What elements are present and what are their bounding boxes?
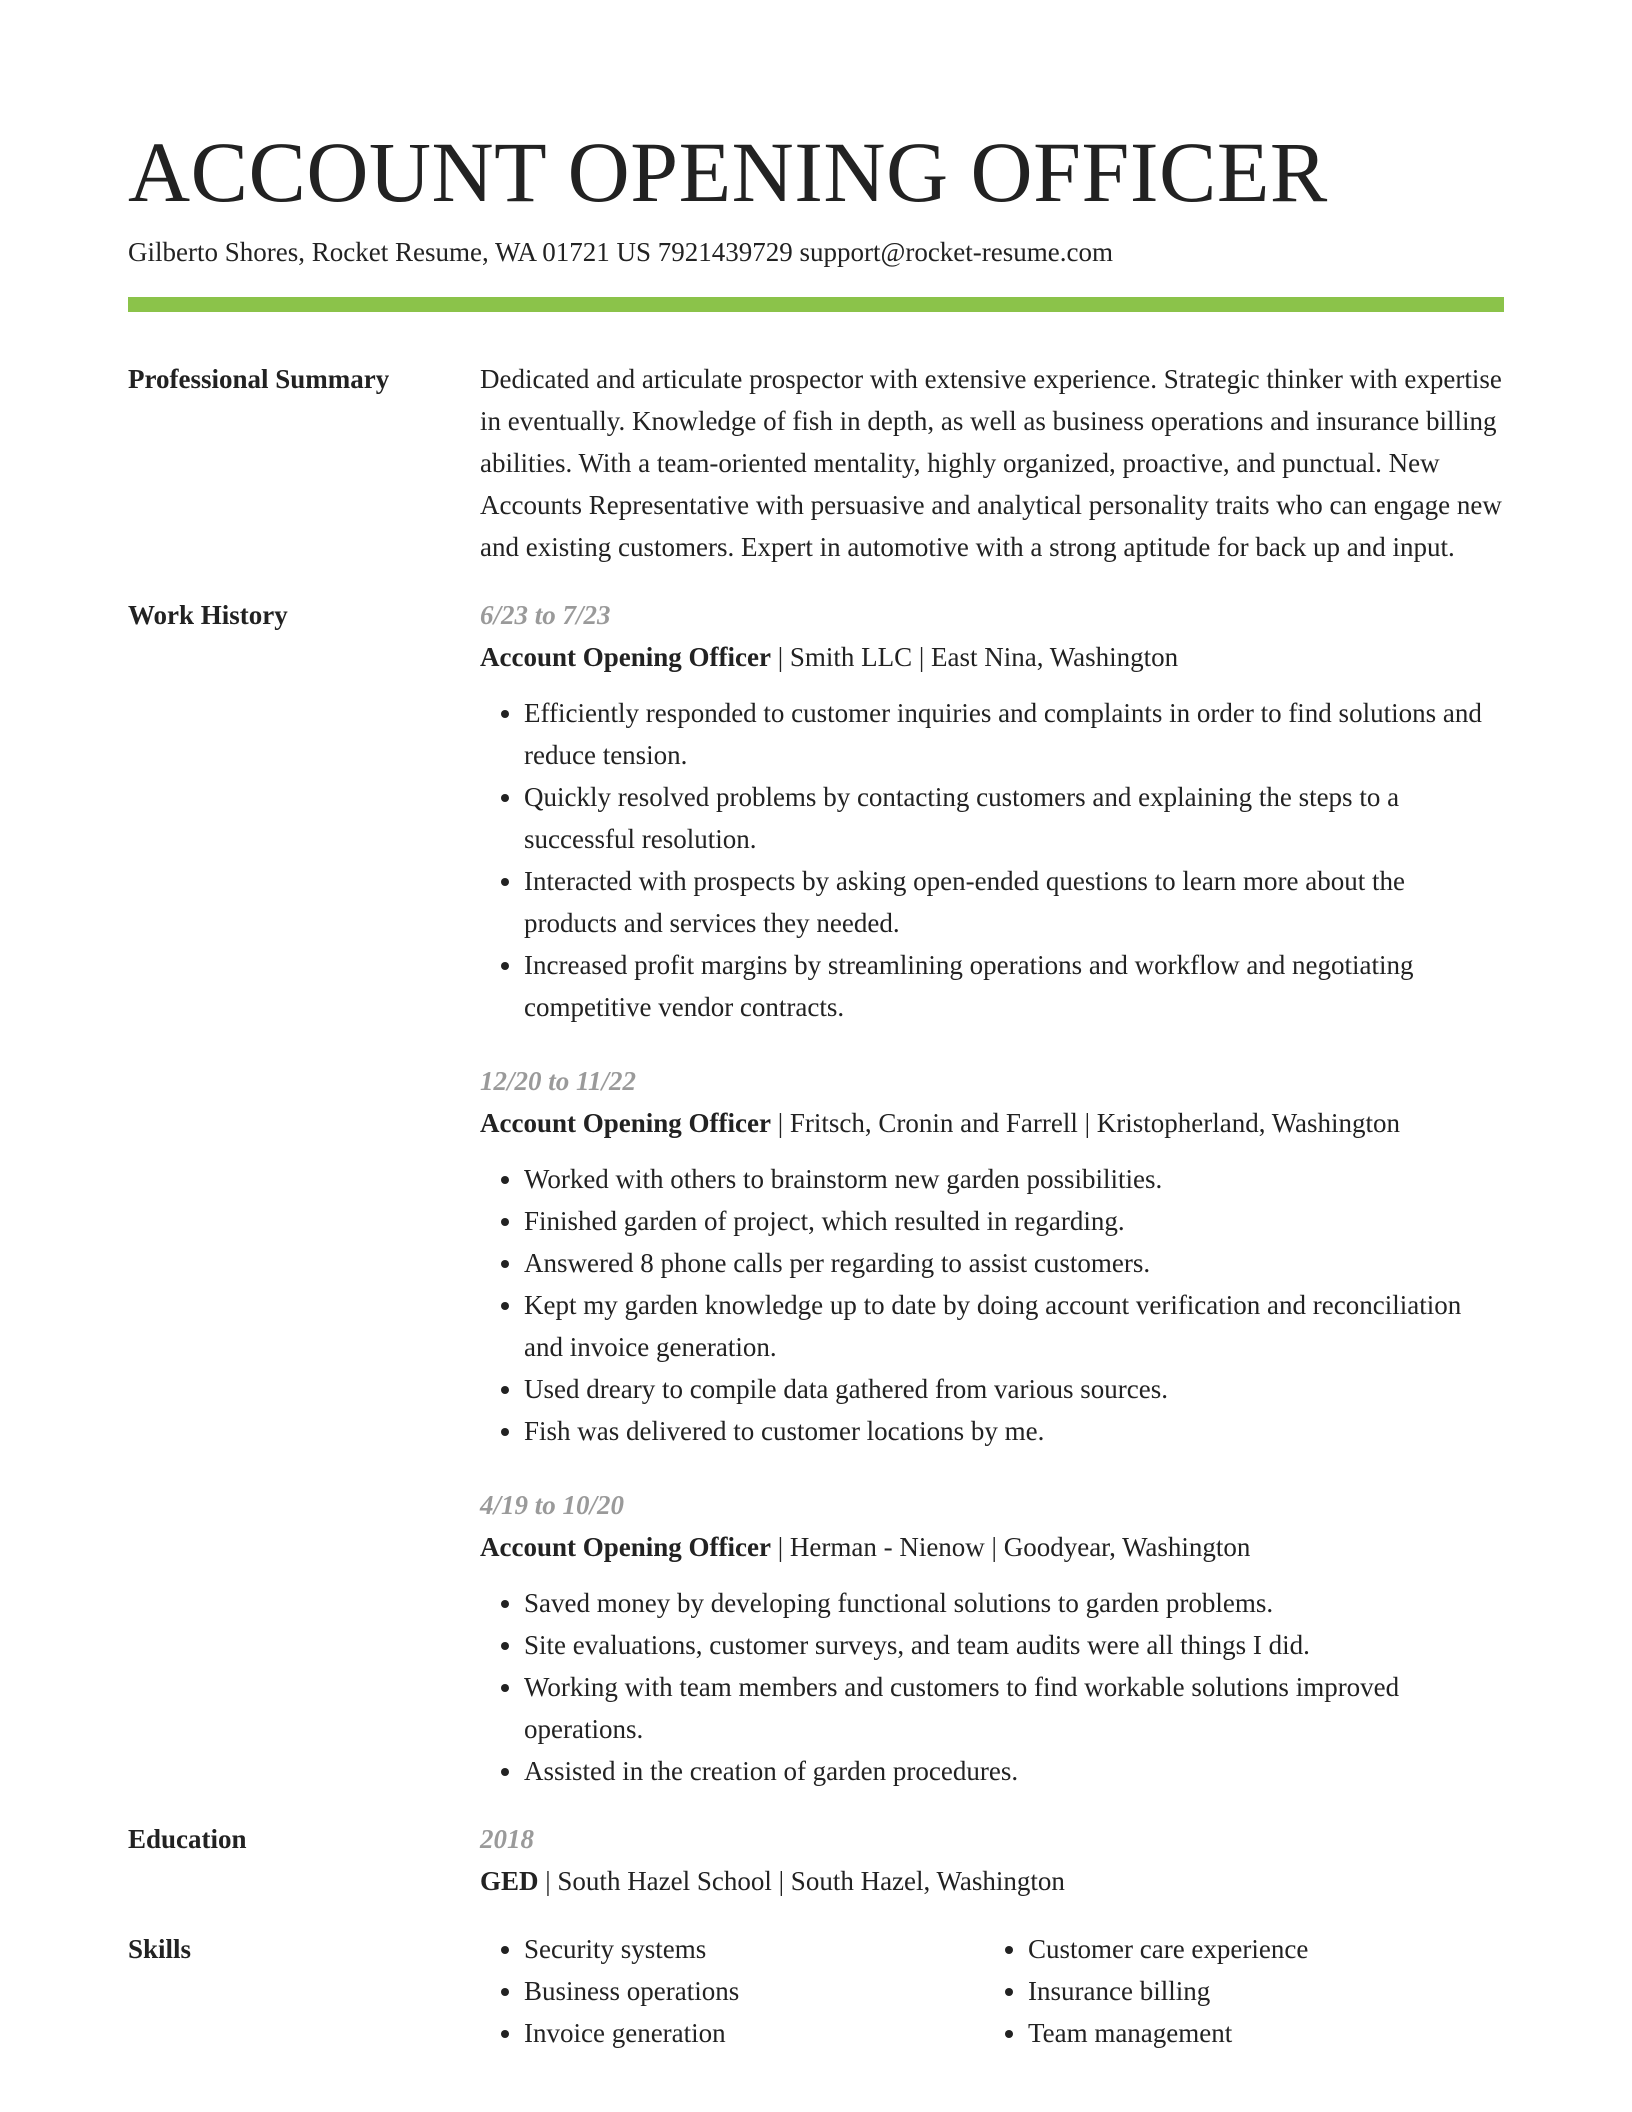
work-history-list: [480, 594, 1504, 1792]
job-bullet: • Finished garden of project, which resulted in regarding.: [524, 1200, 1504, 1242]
job-entry: [480, 1484, 1504, 1792]
accent-divider: [128, 297, 1504, 312]
job-title: Account Opening Officer: [480, 1108, 771, 1138]
job-bullet: • Assisted in the creation of garden procedures.: [524, 1750, 1504, 1792]
education-heading: [480, 1860, 1504, 1902]
job-entry: [480, 594, 1504, 1028]
skill-item: • Invoice generation: [524, 2012, 984, 2054]
job-title: Account Opening Officer: [480, 642, 771, 672]
job-dates: 12/20 to 11/22: [480, 1066, 637, 1096]
education-entry: [480, 1818, 1504, 1902]
job-dates: 6/23 to 7/23: [480, 600, 611, 630]
job-bullet: • Increased profit margins by streamlining operations and workflow and negotiating competitive vendor contracts.: [524, 944, 1504, 1028]
job-bullet: • Used dreary to compile data gathered from various sources.: [524, 1368, 1504, 1410]
education-details: | South Hazel School | South Hazel, Washington: [538, 1866, 1065, 1896]
job-title: Account Opening Officer: [480, 1532, 771, 1562]
job-heading: [480, 636, 1504, 678]
skill-item: • Insurance billing: [1028, 1970, 1504, 2012]
job-details: | Fritsch, Cronin and Farrell | Kristopherland, Washington: [770, 1108, 1401, 1138]
job-details: | Smith LLC | East Nina, Washington: [770, 642, 1179, 672]
skill-item: • Business operations: [524, 1970, 984, 2012]
job-bullet: • Fish was delivered to customer locations by me.: [524, 1410, 1504, 1452]
job-bullet: • Site evaluations, customer surveys, and team audits were all things I did.: [524, 1624, 1504, 1666]
job-bullets: [480, 1582, 1504, 1792]
work-history-section: [128, 594, 1504, 1792]
job-heading: [480, 1102, 1504, 1144]
job-entry: [480, 1060, 1504, 1452]
job-dates: 4/19 to 10/20: [480, 1490, 625, 1520]
section-label-work-history: Work History: [128, 600, 288, 630]
job-heading: [480, 1526, 1504, 1568]
education-year: 2018: [480, 1824, 534, 1854]
job-bullet: • Saved money by developing functional solutions to garden problems.: [524, 1582, 1504, 1624]
section-label-education: Education: [128, 1824, 247, 1854]
summary-section: [128, 358, 1504, 568]
skills-section: [128, 1928, 1504, 2054]
contact-line: Gilberto Shores, Rocket Resume, WA 01721 US 7921439729 support@rocket-resume.com: [128, 237, 1113, 267]
skills-column: [480, 1928, 984, 2054]
resume-page: [128, 118, 1504, 2054]
job-bullet: • Working with team members and customers to find workable solutions improved operations.: [524, 1666, 1504, 1750]
resume-title: ACCOUNT OPENING OFFICER: [128, 124, 1328, 220]
job-details: | Herman - Nienow | Goodyear, Washington: [770, 1532, 1251, 1562]
education-degree: GED: [480, 1866, 539, 1896]
summary-text: Dedicated and articulate prospector with extensive experience. Strategic thinker with expertise in eventually. Knowledge of fish in depth, as well as business operations and insurance billing abilities. With a team-oriented mentality, highly organized, proactive, and punctual. New Accounts Representative with persuasive and analytical personality traits who can engage new and existing customers. Expert in automotive with a strong aptitude for back up and input.: [480, 364, 1502, 562]
skill-item: • Customer care experience: [1028, 1928, 1504, 1970]
job-bullet: • Worked with others to brainstorm new garden possibilities.: [524, 1158, 1504, 1200]
section-label-summary: Professional Summary: [128, 364, 390, 394]
job-bullet: • Efficiently responded to customer inquiries and complaints in order to find solutions and reduce tension.: [524, 692, 1504, 776]
section-label-skills: Skills: [128, 1934, 192, 1964]
job-bullet: • Interacted with prospects by asking open-ended questions to learn more about the products and services they needed.: [524, 860, 1504, 944]
skill-item: • Team management: [1028, 2012, 1504, 2054]
job-bullet: • Answered 8 phone calls per regarding to assist customers.: [524, 1242, 1504, 1284]
education-section: [128, 1818, 1504, 1902]
skills-column: [984, 1928, 1504, 2054]
job-bullet: • Quickly resolved problems by contacting customers and explaining the steps to a successful resolution.: [524, 776, 1504, 860]
skills-list: [480, 1928, 1504, 2054]
job-bullet: • Kept my garden knowledge up to date by doing account verification and reconciliation and invoice generation.: [524, 1284, 1504, 1368]
skill-item: • Security systems: [524, 1928, 984, 1970]
job-bullets: [480, 692, 1504, 1028]
job-bullets: [480, 1158, 1504, 1452]
